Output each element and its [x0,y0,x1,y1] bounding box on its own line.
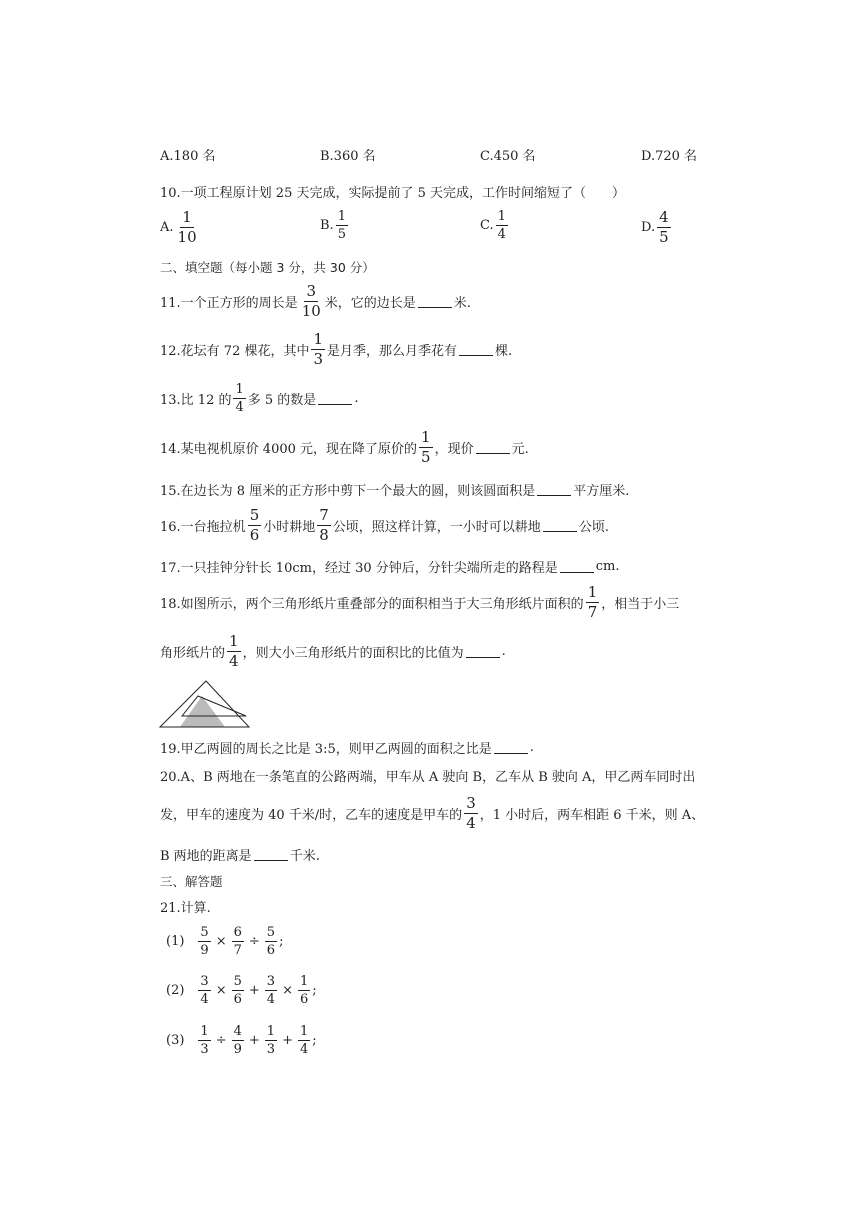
fraction [198,975,210,1006]
denominator: 10 [301,302,321,320]
fraction [298,975,310,1006]
section-2-heading: 二、填空题（每小题 3 分，共 30 分） [160,260,375,275]
q16-text: 公顷. [578,520,609,535]
q20-text: 发，甲车的速度为 40 千米/时，乙车的速度是甲车的 [160,808,463,823]
option-prefix: D. [641,220,656,235]
q18-text: ，则大小三角形纸片的面积比的比值为 [242,646,464,661]
q12-text: 12.花坛有 72 棵花，其中 [160,344,310,359]
denominator: 3 [266,1042,276,1057]
numerator: 1 [299,1024,309,1039]
denominator: 4 [466,814,476,832]
numerator: 6 [233,925,242,940]
q16-text: 16.一台拖拉机 [160,520,246,535]
q17-text: 17.一只挂钟分针长 10cm，经过 30 分钟后，分针尖端所走的路程是 [160,561,558,576]
q14 [160,430,529,465]
fraction [336,210,348,241]
calc-label: (1) [166,934,185,949]
denominator: 9 [200,943,209,958]
q11 [160,284,471,319]
answer-blank[interactable] [543,519,577,532]
numerator: 3 [266,974,276,989]
q20-line-2 [160,796,704,831]
operator: + [248,983,260,998]
denominator: 6 [266,943,276,958]
q19 [160,738,534,757]
answer-blank[interactable] [254,848,288,861]
operator: + [248,1033,260,1048]
operator: + [282,1033,293,1048]
q9-option-b[interactable]: B.360 名 [320,148,376,164]
q17 [160,557,620,576]
fraction [317,508,331,543]
numerator: 3 [466,794,476,812]
denominator: 4 [235,400,244,415]
q18-text: ，相当于小三 [601,597,680,612]
fraction [586,585,600,620]
numerator: 1 [337,209,346,224]
calc-label: (3) [166,1033,185,1048]
q19-text: 19.甲乙两圆的周长之比是 3:5，则甲乙两圆的面积之比是 [160,742,492,757]
q14-text: 元. [511,442,529,457]
q10-options [160,210,720,250]
numerator: 4 [233,1024,242,1039]
numerator: 1 [235,382,244,397]
q21-item-2 [166,975,317,1006]
numerator: 5 [233,974,242,989]
q21-item-3 [166,1025,317,1056]
fraction [265,975,277,1006]
numerator: 1 [299,974,309,989]
answer-blank[interactable] [466,645,500,658]
q12 [160,332,512,367]
answer-blank[interactable] [494,741,528,754]
terminator: ; [312,1033,317,1048]
denominator: 4 [200,992,209,1007]
fraction [265,926,277,957]
q15-text: 平方厘米. [573,484,630,499]
q13 [160,383,358,414]
fraction [496,210,508,241]
denominator: 9 [233,1042,242,1057]
denominator: 3 [313,350,324,368]
q21-item-1 [166,926,283,957]
fraction [233,383,245,414]
q10-option-b[interactable] [320,210,350,241]
numerator: 1 [587,583,598,601]
numerator: 4 [659,208,669,226]
q14-text: ，现价 [434,442,474,457]
denominator: 6 [299,992,309,1007]
denominator: 4 [266,992,276,1007]
q21-title: 21.计算. [160,901,211,916]
numerator: 1 [266,1024,276,1039]
q14-text: 14.某电视机原价 4000 元，现在降了原价的 [160,442,418,457]
fraction [464,796,478,831]
terminator: ; [312,983,317,998]
denominator: 4 [229,652,239,670]
operator: ÷ [215,1033,227,1048]
answer-blank[interactable] [560,560,594,573]
numerator: 7 [319,506,329,524]
denominator: 3 [200,1042,209,1057]
q9-option-d[interactable]: D.720 名 [641,148,698,164]
q18-text: . [501,644,506,659]
q12-text: 棵. [495,344,513,359]
operator: ÷ [248,934,260,949]
q16-text: 公顷，照这样计算，一小时可以耕地 [332,520,541,535]
denominator: 5 [659,228,669,246]
q10-option-a[interactable] [160,210,201,245]
option-prefix: B. [320,218,334,233]
answer-blank[interactable] [318,392,352,405]
terminator: ; [279,934,284,949]
fraction [232,975,244,1006]
denominator: 7 [233,943,242,958]
fraction [232,1025,244,1056]
q15 [160,480,629,499]
q20-text: 千米. [289,849,320,864]
q11-text: 米. [453,296,471,311]
denominator: 10 [177,228,197,246]
numerator: 1 [497,209,506,224]
denominator: 6 [233,992,242,1007]
q19-text: . [529,740,534,755]
q10-question: 10.一项工程原计划 25 天完成，实际提前了 5 天完成，工作时间缩短了（ ） [160,186,626,201]
q9-option-a[interactable]: A.180 名 [160,148,216,164]
answer-blank[interactable] [459,343,493,356]
fraction [227,634,241,669]
fraction [298,1025,310,1056]
q11-text: 米，它的边长是 [324,296,416,311]
numerator: 5 [200,925,209,940]
q16-text: 小时耕地 [263,520,316,535]
calc-label: (2) [166,983,185,998]
fraction [265,1025,277,1056]
fraction [176,210,199,245]
q20-line-3 [160,845,320,864]
overlapping-triangles-figure [158,676,250,730]
q10-option-c[interactable] [480,210,510,241]
q18-text: 角形纸片的 [160,646,226,661]
q20-text: B 两地的距离是 [160,849,252,864]
numerator: 5 [266,925,276,940]
fraction [419,430,433,465]
numerator: 5 [249,506,260,524]
fraction [300,284,323,319]
q13-text: . [354,391,359,406]
numerator: 1 [182,208,192,226]
numerator: 1 [421,428,431,446]
q18-line-2 [160,634,506,669]
section-3-heading: 三、解答题 [160,874,223,889]
q20-text: ，1 小时后，两车相距 6 千米，则 A、 [479,808,705,823]
operator: × [215,934,227,949]
q10-option-d[interactable] [641,210,673,245]
denominator: 8 [319,526,329,544]
denominator: 6 [249,526,260,544]
operator: × [215,983,227,998]
numerator: 1 [229,632,239,650]
denominator: 4 [299,1042,309,1057]
denominator: 5 [337,227,346,242]
q18-text: 18.如图所示，两个三角形纸片重叠部分的面积相当于大三角形纸片面积的 [160,597,584,612]
option-prefix: A. [160,220,174,235]
option-prefix: C. [480,218,494,233]
answer-blank[interactable] [537,483,571,496]
q15-text: 15.在边长为 8 厘米的正方形中剪下一个最大的圆，则该圆面积是 [160,484,536,499]
q20-line-1: 20.A、B 两地在一条笔直的公路两端，甲车从 A 驶向 B，乙车从 B 驶向 A，甲乙两车同时出 [160,770,696,785]
q13-text: 13.比 12 的 [160,393,232,408]
q11-text: 11.一个正方形的周长是 [160,296,298,311]
denominator: 7 [587,603,598,621]
numerator: 1 [313,330,324,348]
answer-blank[interactable] [476,441,510,454]
fraction [248,508,262,543]
fraction [657,210,671,245]
numerator: 3 [306,282,316,300]
denominator: 4 [497,227,506,242]
q9-option-c[interactable]: C.450 名 [480,148,536,164]
numerator: 3 [200,974,209,989]
fraction [311,332,325,367]
q12-text: 是月季，那么月季花有 [327,344,458,359]
operator: × [282,983,293,998]
q18-line-1 [160,585,679,620]
denominator: 5 [421,448,431,466]
fraction [232,926,244,957]
fraction [198,1025,210,1056]
numerator: 1 [200,1024,209,1039]
fraction [198,926,210,957]
answer-blank[interactable] [418,295,452,308]
q17-text: cm. [595,559,620,574]
q16 [160,508,609,543]
q13-text: 多 5 的数是 [247,393,317,408]
